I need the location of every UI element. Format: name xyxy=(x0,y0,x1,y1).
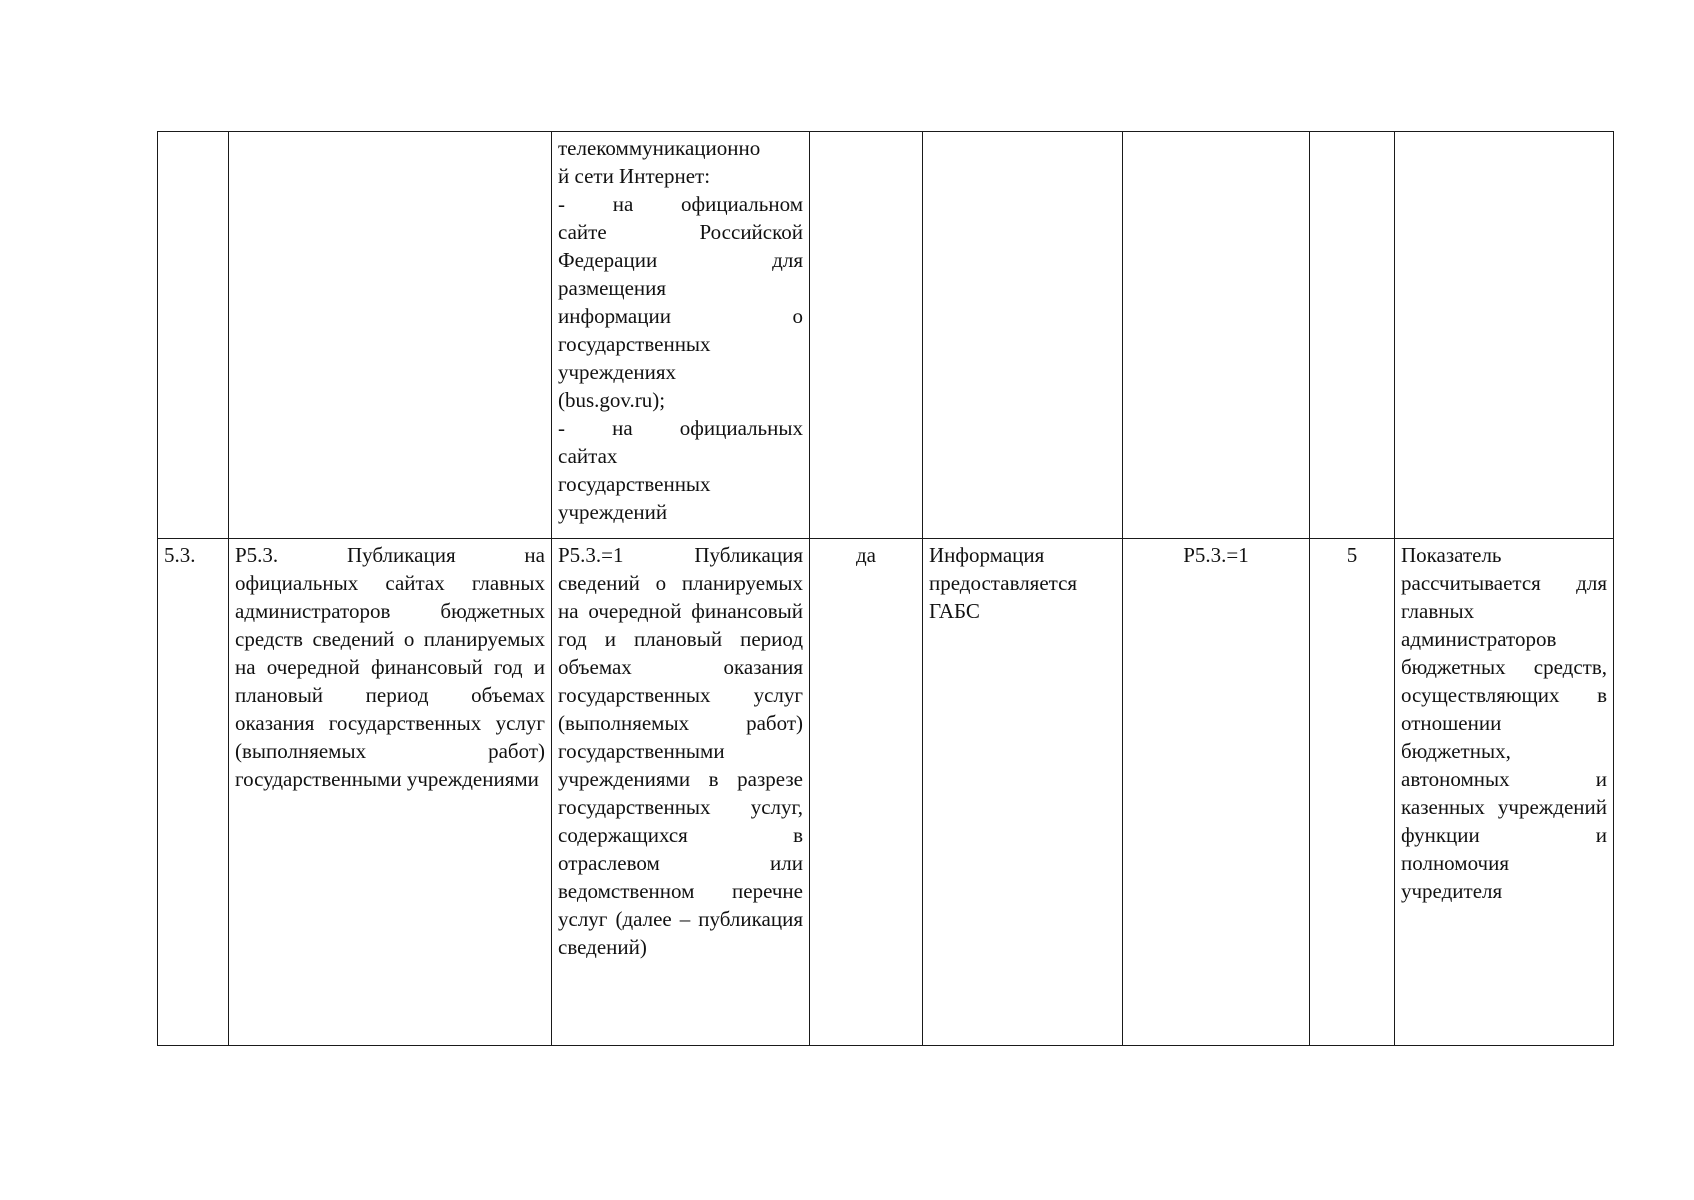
formula-line: - на официальных xyxy=(558,416,803,440)
cell-indicator: Р5.3. Публикация на официальных сайтах главных администраторов бюджетных средств сведений о планируемых на очередной финансовый год и плановый период объемах оказания государственных услуг (выполняемых работ) государственными учреждениями xyxy=(229,539,552,1046)
cell-weight xyxy=(1310,132,1395,539)
formula-line: государственных xyxy=(558,472,711,496)
formula-line: й сети Интернет: xyxy=(558,164,711,188)
cell-weight-formula: Р5.3.=1 xyxy=(1123,539,1310,1046)
formula-line: размещения xyxy=(558,276,667,300)
cell-indicator xyxy=(229,132,552,539)
formula-line: телекоммуникационно xyxy=(558,136,761,160)
table-row xyxy=(158,539,1614,1046)
formula-line: сайтах xyxy=(558,444,618,468)
cell-value: да xyxy=(810,539,923,1046)
cell-formula: Р5.3.=1 Публикация сведений о планируемых на очередной финансовый год и плановый период объемах оказания государственных услуг (выполняемых работ) государственными учреждениями в разрезе государственных услуг, содержащихся в отраслевом или ведомственном перечне услуг (далее – публикация сведений) xyxy=(552,539,810,1046)
formula-line: информации о xyxy=(558,304,803,328)
formula-line: учреждений xyxy=(558,500,668,524)
cell-number: 5.3. xyxy=(158,539,229,1046)
cell-weight-formula xyxy=(1123,132,1310,539)
evaluation-table xyxy=(157,131,1614,1046)
cell-note: Показатель рассчитывается для главных администраторов бюджетных средств, осуществляющих в отношении бюджетных, автономных и казенных учреждений функции и полномочия учредителя xyxy=(1395,539,1614,1046)
formula-line: - на официальном xyxy=(558,192,803,216)
formula-line: (bus.gov.ru); xyxy=(558,388,666,412)
formula-line: сайте Российской xyxy=(558,220,803,244)
table-row xyxy=(158,132,1614,539)
cell-value xyxy=(810,132,923,539)
cell-formula xyxy=(552,132,810,539)
formula-line: государственных xyxy=(558,332,711,356)
cell-weight: 5 xyxy=(1310,539,1395,1046)
cell-number xyxy=(158,132,229,539)
formula-line: учреждениях xyxy=(558,360,677,384)
cell-source: Информация предоставляется ГАБС xyxy=(923,539,1123,1046)
cell-source xyxy=(923,132,1123,539)
formula-line: Федерации для xyxy=(558,248,803,272)
cell-note xyxy=(1395,132,1614,539)
